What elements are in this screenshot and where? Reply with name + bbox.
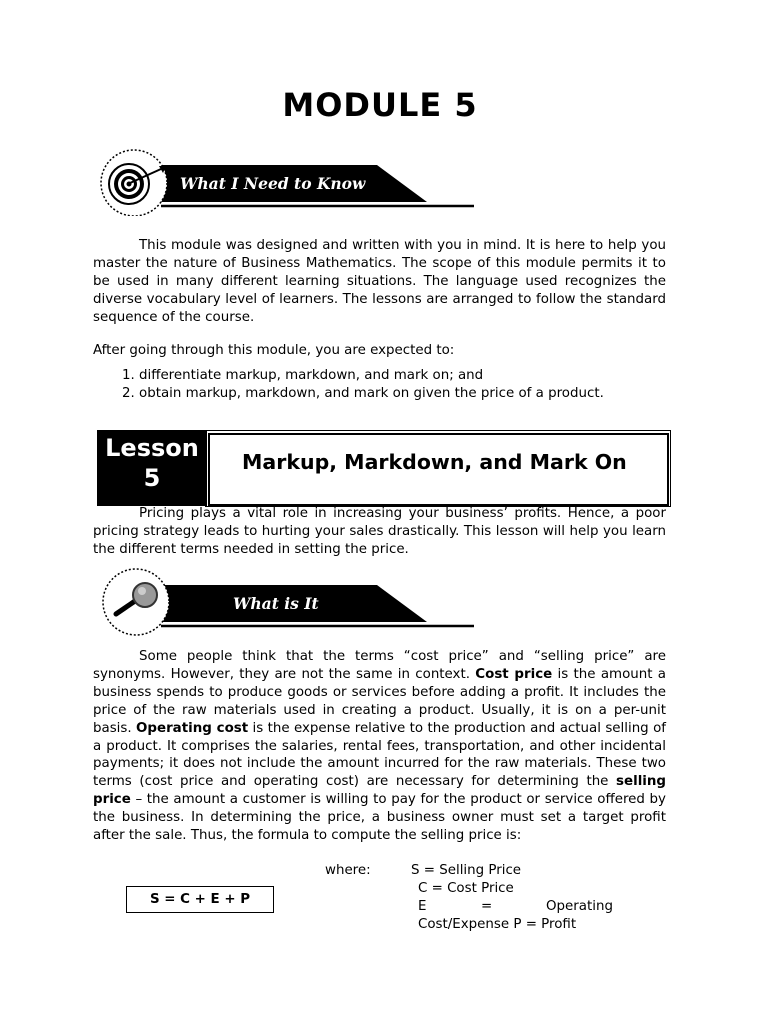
term-selling-price: selling price [93, 774, 666, 808]
definition-c: C = Cost Price [418, 881, 514, 896]
objectives-list [93, 367, 712, 402]
list-item: 1. differentiate markup, markdown, and mark on; and [139, 367, 712, 385]
lesson-number: 5 [143, 464, 161, 492]
lesson-badge [97, 430, 207, 506]
body-paragraph [93, 648, 666, 845]
module-title: MODULE 5 [282, 86, 478, 124]
definition-e-p: Cost/Expense P = Profit [418, 917, 577, 932]
formula-box: S = C + E + P [126, 886, 274, 913]
banner-label: What is It [233, 594, 319, 613]
section-banner-what-i-need-to-know [99, 148, 479, 216]
objectives-intro: After going through this module, you are expected to: [93, 343, 455, 358]
lesson-word: Lesson [105, 434, 199, 462]
lesson-intro: Pricing plays a vital role in increasing your business’ profits. Hence, a poor pricing strategy leads to hurting your sales drastically. This lesson will help you learn the different terms needed in setting the price. [93, 506, 666, 557]
definition-s: S = Selling Price [411, 863, 522, 878]
intro-paragraph: This module was designed and written with you in mind. It is here to help you master the nature of Business Mathematics. The scope of this module permits it to be used in many different learning situations. The language used recognizes the diverse vocabulary level of learners. The lessons are arranged to follow the standard sequence of the course. [93, 238, 666, 325]
body-text: Some people think that the terms “cost price” and “selling price” are synonyms. However, they are not the same in context. [93, 649, 666, 682]
body-text: – the amount a customer is willing to pay for the product or service offered by the business. In determining the price, a business owner must set a target profit after the sale. Thus, the formula to compute the selling price is: [93, 792, 666, 844]
term-operating-cost: Operating cost [136, 720, 249, 736]
term-cost-price: Cost price [475, 666, 553, 682]
body-text: is the amount a business spends to produce goods or services before adding a profit. It includes the price of the raw materials used in creating a product. Usually, it is on a per-unit basis. [93, 666, 667, 736]
formula-where: where: [325, 863, 371, 878]
section-banner-what-is-it [99, 568, 479, 636]
definition-e-equals: = [481, 899, 493, 914]
body-text: is the expense relative to the production and actual selling of a product. It comprises the salaries, rental fees, transportation, and other incidental payments; it does not include the amount incurred for the raw materials. These two terms (cost price and operating cost) are necessary for determining the [93, 720, 666, 790]
lesson-title: Markup, Markdown, and Mark On [242, 450, 627, 474]
definition-e-letter: E [418, 899, 427, 914]
lesson-header [97, 430, 671, 507]
definition-e-text: Operating [546, 899, 613, 914]
banner-label: What I Need to Know [180, 174, 366, 193]
list-item: 2. obtain markup, markdown, and mark on given the price of a product. [139, 385, 712, 403]
